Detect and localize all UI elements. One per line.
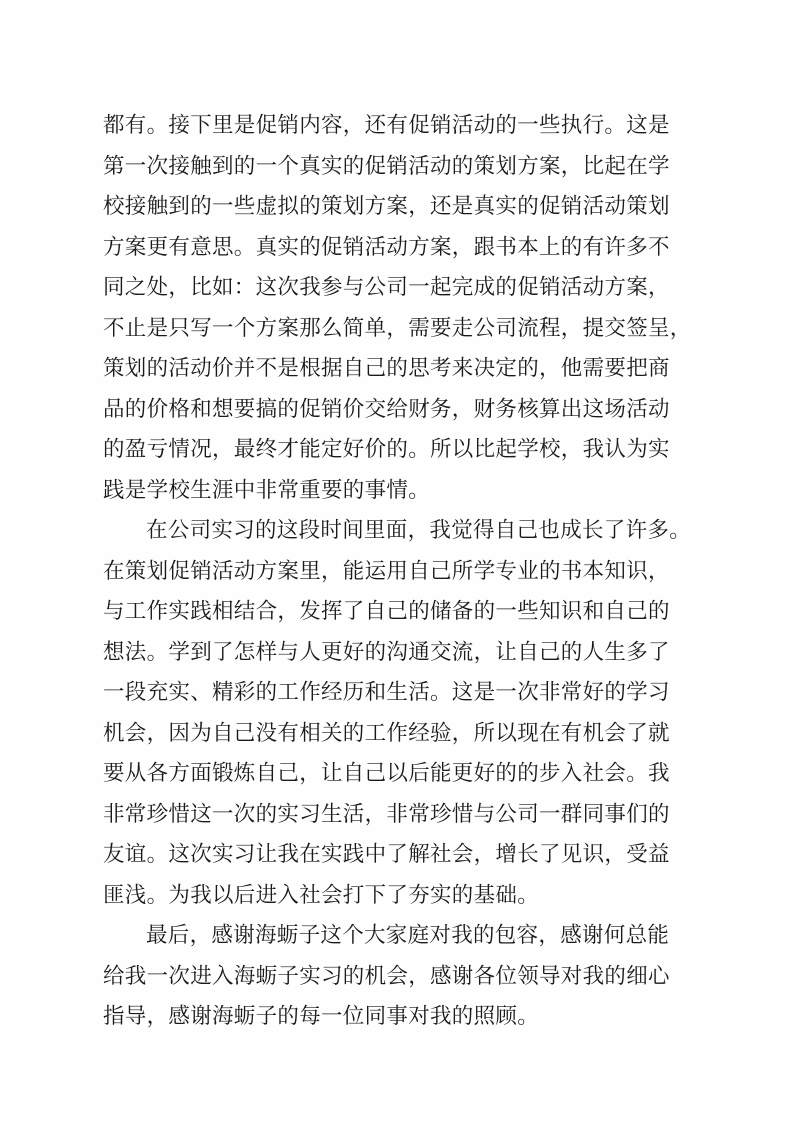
text-line: 最后，感谢海蛎子这个大家庭对我的包容，感谢何总能 bbox=[146, 923, 670, 948]
text-line: 友谊。这次实习让我在实践中了解社会，增长了见识，受益 bbox=[103, 842, 670, 867]
paragraph-3 bbox=[103, 916, 703, 1038]
text-line: 要从各方面锻炼自己，让自己以后能更好的的步入社会。我 bbox=[103, 761, 670, 786]
text-line: 指导，感谢海蛎子的每一位同事对我的照顾。 bbox=[103, 1004, 540, 1029]
text-line: 不止是只写一个方案那么简单，需要走公司流程，提交签呈， bbox=[103, 315, 692, 341]
text-line: 机会，因为自己没有相关的工作经验，所以现在有机会了就 bbox=[103, 720, 670, 746]
text-line: 第一次接触到的一个真实的促销活动的策划方案，比起在学 bbox=[103, 153, 670, 179]
text-line: 匪浅。为我以后进入社会打下了夯实的基础。 bbox=[103, 882, 540, 908]
text-line: 方案更有意思。真实的促销活动方案，跟书本上的有许多不 bbox=[103, 234, 670, 260]
text-line: 在策划促销活动方案里，能运用自己所学专业的书本知识， bbox=[103, 558, 670, 584]
text-line: 与工作实践相结合，发挥了自己的储备的一些知识和自己的 bbox=[103, 599, 670, 624]
text-line: 在公司实习的这段时间里面，我觉得自己也成长了许多。 bbox=[146, 518, 692, 543]
text-line: 践是学校生涯中非常重要的事情。 bbox=[103, 477, 431, 503]
text-line: 想法。学到了怎样与人更好的沟通交流，让自己的人生多了 bbox=[103, 639, 670, 665]
text-line: 同之处，比如：这次我参与公司一起完成的促销活动方案， bbox=[103, 275, 670, 300]
text-line: 品的价格和想要搞的促销价交给财务，财务核算出这场活动 bbox=[103, 396, 670, 422]
text-line: 的盈亏情况，最终才能定好价的。所以比起学校，我认为实 bbox=[103, 437, 670, 462]
paragraph-1 bbox=[103, 106, 703, 511]
document-body bbox=[103, 106, 703, 1038]
paragraph-2 bbox=[103, 511, 703, 916]
text-line: 策划的活动价并不是根据自己的思考来决定的，他需要把商 bbox=[103, 356, 670, 381]
text-line: 校接触到的一些虚拟的策划方案，还是真实的促销活动策划 bbox=[103, 194, 670, 219]
text-line: 都有。接下里是促销内容，还有促销活动的一些执行。这是 bbox=[103, 113, 670, 138]
text-line: 给我一次进入海蛎子实习的机会，感谢各位领导对我的细心 bbox=[103, 963, 670, 989]
text-line: 一段充实、精彩的工作经历和生活。这是一次非常好的学习 bbox=[103, 680, 670, 705]
text-line: 非常珍惜这一次的实习生活，非常珍惜与公司一群同事们的 bbox=[103, 801, 670, 827]
